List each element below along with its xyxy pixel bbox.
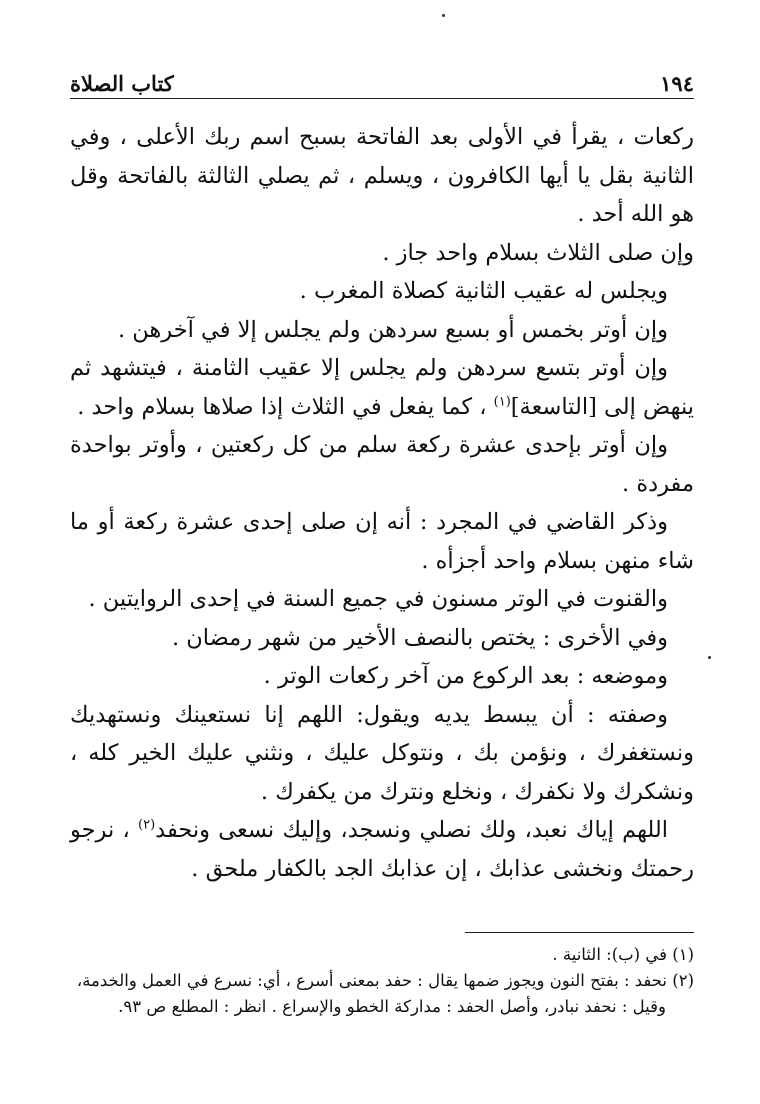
text-line: وإن صلى الثلاث بسلام واحد جاز . — [382, 239, 694, 266]
text-segment: اللهم إياك نعبد، ولك نصلي ونسجد، وإليك نسعى ونحفد — [155, 817, 668, 843]
footnote-ref: (١) — [493, 394, 511, 409]
text-segment: ، كما يفعل في الثلاث إذا صلاها بسلام واحد . — [77, 393, 487, 420]
paragraph — [70, 349, 694, 426]
footnotes — [70, 942, 694, 1020]
paragraph: ويجلس له عقيب الثانية كصلاة المغرب . — [299, 278, 668, 304]
text-segment: ، نرجو رحمتك ونخشى عذابك ، إن عذابك الجد بالكفار ملحق . — [70, 817, 694, 882]
paragraph: وذكر القاضي في المجرد : أنه إن صلى إحدى عشرة ركعة أو ما شاء منهن بسلام واحد أجزأه . — [70, 509, 694, 574]
header-rule — [70, 98, 694, 99]
paragraph: وموضعه : بعد الركوع من آخر ركعات الوتر . — [263, 663, 668, 689]
text-line: ركعات ، يقرأ في الأولى بعد الفاتحة بسبح اسم ربك الأعلى ، وفي الثانية — [70, 124, 695, 189]
scan-speck — [442, 14, 445, 17]
scan-speck — [708, 656, 711, 659]
paragraph: وفي الأخرى : يختص بالنصف الأخير من شهر رمضان . — [171, 624, 668, 651]
footnote-continuation: وقيل : نحفد نبادر، وأصل الحفد : مداركة الخطو والإسراع . انظر : المطلع ص ٩٣. — [118, 997, 666, 1016]
footnote: (٢) نحفد : بفتح النون ويجوز ضمها يقال : حفد بمعنى أسرع ، أي: نسرع في العمل والخدمة، — [76, 971, 694, 990]
running-header — [70, 60, 694, 96]
footnote-ref: (٢) — [138, 817, 156, 833]
paragraph: وإن أوتر بإحدى عشرة ركعة سلم من كل ركعتين ، وأوتر بواحدة مفردة . — [70, 432, 694, 497]
paragraph: وإن أوتر بخمس أو بسبع سردهن ولم يجلس إلا في آخرهن . — [117, 316, 668, 343]
footnote-separator — [465, 932, 694, 933]
page-number: ١٩٤ — [660, 71, 694, 96]
paragraph: والقنوت في الوتر مسنون في جميع السنة في إحدى الروايتين . — [88, 586, 668, 612]
main-text — [70, 118, 694, 888]
text-segment: وإن أوتر بتسع سردهن ولم يجلس إلا عقيب الثامنة ، فيتشهد ثم ينهض إلى [التاسعة] — [70, 355, 694, 420]
paragraph — [70, 811, 694, 888]
footnote: (١) في (ب): الثانية . — [552, 945, 694, 964]
paragraph — [70, 118, 694, 272]
paragraph: وصفته : أن يبسط يديه ويقول: اللهم إنا نستعينك ونستهديك ونستغفرك ، ونؤمن بك ، ونتوكل عليك ، ونثني عليك الخير كله ، ونشكرك ولا نكفرك ، ونخلع ونترك من يكفرك . — [70, 701, 694, 805]
text-line: بقل يا أيها الكافرون ، ويسلم ، ثم يصلي الثالثة بالفاتحة وقل هو الله أحد . — [70, 162, 694, 227]
chapter-title: كتاب الصلاة — [70, 71, 174, 96]
